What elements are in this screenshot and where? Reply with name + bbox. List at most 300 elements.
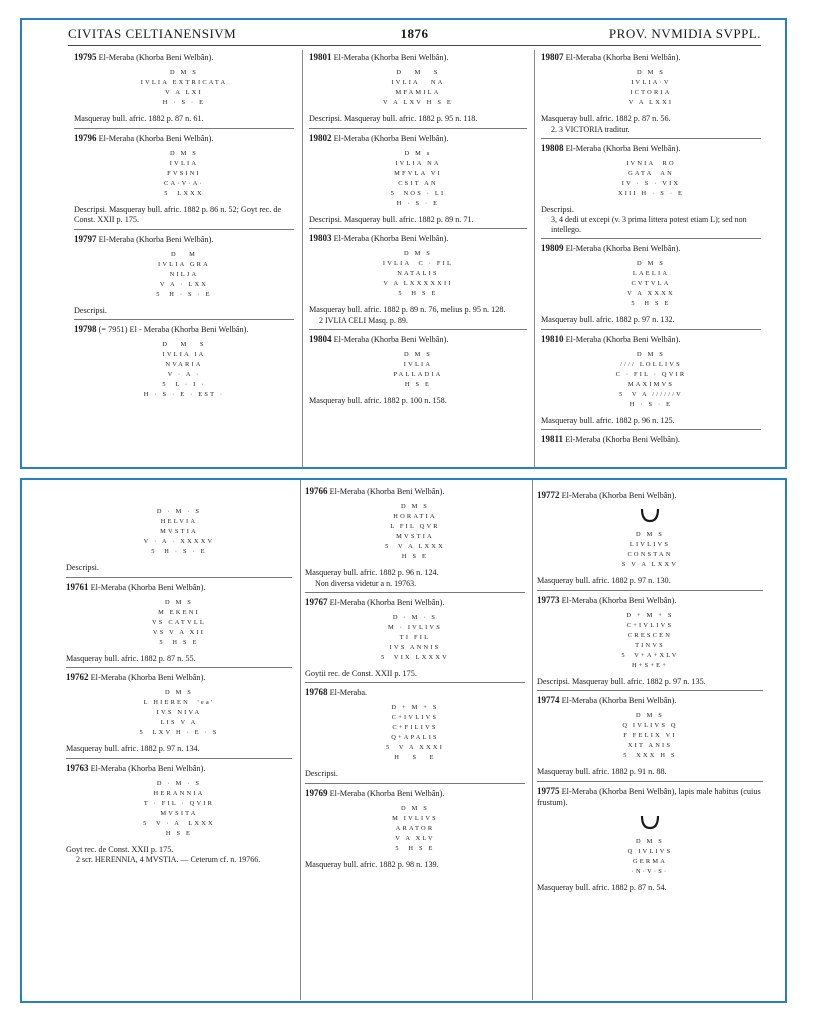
entry-number: 19775	[537, 785, 560, 796]
inscription-line: //// LOLLIVS	[620, 360, 682, 368]
inscription-line: 5 H S E	[395, 844, 435, 852]
entry-citation: Descripsi.	[74, 305, 107, 315]
inscription-line: D M S	[396, 69, 440, 76]
inscription-line: CSIT AN	[398, 179, 438, 187]
inscription-line: GATA AN	[628, 169, 674, 177]
entry-number: 19762	[66, 672, 89, 682]
inscription-line: L FIL QVR	[390, 523, 440, 530]
inscription-entry	[541, 434, 761, 445]
inscription-entry	[541, 243, 761, 326]
entry-heading	[541, 52, 761, 63]
entry-location: El-Meraba (Khorba Beni Welbân).	[333, 234, 449, 243]
entry-location: El-Meraba (Khorba Beni Welbân).	[561, 696, 677, 705]
inscription-line: 5 H S E	[398, 290, 438, 297]
entry-location: (= 7951) El - Meraba (Khorba Beni Welbân).	[98, 325, 249, 334]
entry-number: 19798	[74, 324, 97, 334]
entry-citation: Masqueray bull. afric. 1882 p. 96 n. 124.	[305, 568, 439, 577]
inscription-line: H+S+E+	[631, 661, 669, 669]
inscription-entry	[66, 763, 292, 866]
column-2	[305, 486, 525, 873]
entry-note: Non diversa videtur a n. 19763.	[315, 578, 417, 588]
inscription-line: D M S	[635, 712, 665, 719]
inscription-entry	[305, 597, 525, 680]
inscription-line: D M S	[403, 250, 433, 257]
inscription-line: Q IVLIVS Q	[622, 722, 678, 729]
entry-divider	[305, 783, 525, 784]
inscription-line: IVLIA NA	[395, 159, 441, 167]
top-page-scan	[20, 18, 787, 469]
inscription-line: 5 H · S · E	[151, 548, 207, 555]
entry-location: El-Meraba (Khorba Beni Welbân).	[333, 133, 449, 143]
inscription-line: 5 V · A LXXX	[143, 819, 215, 827]
inscription-text	[537, 837, 763, 877]
entry-heading	[541, 143, 761, 154]
inscription-entry	[74, 52, 294, 125]
entry-location: El-Meraba (Khorba Beni Welbân).	[561, 491, 677, 500]
inscription-line: V A · LXX	[159, 280, 209, 288]
entry-divider	[305, 682, 525, 683]
entry-number: 19811	[541, 434, 564, 444]
inscription-line: PALLADIA	[393, 370, 443, 378]
entry-number: 19766	[305, 486, 328, 496]
inscription-line: IVLIA EXTRICATA	[140, 79, 228, 86]
inscription-line: H · S · E	[629, 400, 673, 408]
entry-location: El-Meraba (Khorba Beni Welbân).	[565, 435, 680, 444]
entry-number: 19803	[309, 233, 332, 243]
entry-citation: Descripsi. Masqueray bull. afric. 1882 p. 89 n. 71.	[309, 214, 474, 224]
inscription-line: CRESCEN	[627, 631, 673, 639]
inscription-line: D M S	[164, 689, 194, 696]
inscription-line: H · S · E · EST ·	[143, 391, 225, 398]
entry-location: El-Meraba (Khorba Beni Welbân).	[333, 334, 449, 344]
entry-location: El-Meraba (Khorba Beni Welbân).	[329, 597, 445, 607]
inscription-line: 5 LXXX	[164, 189, 204, 197]
entry-citation: Masqueray bull. afric. 1882 p. 97 n. 130.	[537, 576, 671, 585]
inscription-line: D M s	[404, 149, 432, 157]
entry-location: El-Meraba (Khorba Beni Welbân).	[90, 582, 206, 592]
inscription-line: 5 H S E	[159, 638, 199, 646]
entry-citation: Masqueray bull. afric. 1882 p. 87 n. 54.	[537, 882, 667, 892]
entry-citation: Masqueray bull. afric. 1882 p. 89 n. 76, melius p. 95 n. 128.	[309, 305, 506, 314]
inscription-line: IV · S · VIX	[621, 179, 681, 187]
inscription-text	[305, 804, 525, 854]
entry-divider	[305, 592, 525, 593]
inscription-line: S V A LXXV	[621, 561, 679, 568]
inscription-line: IVLIA	[169, 159, 199, 167]
entry-location: El-Meraba.	[329, 688, 368, 697]
entry-number: 19773	[537, 594, 560, 605]
inscription-entry	[66, 582, 292, 665]
inscription-line: H S E	[165, 829, 193, 837]
inscription-line: ·N·V·S·	[631, 867, 669, 875]
entry-citation: Descripsi. Masqueray bull. afric. 1882 p. 97 n. 135.	[537, 676, 706, 686]
inscription-entry	[305, 788, 525, 871]
inscription-line: D M	[170, 250, 198, 258]
inscription-line: H · S · E	[396, 199, 440, 207]
entry-citation: Masqueray bull. afric. 1882 p. 91 n. 88.	[537, 767, 667, 776]
entry-citation: Masqueray bull. afric. 1882 p. 87 n. 61.	[74, 114, 204, 123]
inscription-text	[74, 250, 294, 300]
inscription-line: V A LXXI	[628, 99, 674, 106]
entry-heading	[541, 434, 761, 445]
inscription-line: T · FIL · QVIR	[143, 799, 215, 807]
inscription-text	[305, 703, 525, 763]
inscription-entry	[74, 234, 294, 317]
inscription-line: CVTVLA	[631, 280, 671, 287]
inscription-line: D M S	[636, 350, 666, 358]
inscription-line: IVS NIVA	[156, 709, 202, 716]
entry-citation: Masqueray bull. afric. 1882 p. 98 n. 139.	[305, 859, 439, 869]
entry-citation: Masqueray bull. afric. 1882 p. 100 n. 158.	[309, 395, 447, 405]
inscription-line: 5 H · S · E	[156, 290, 212, 298]
column-3	[537, 490, 763, 896]
entry-note: 3, 4 dedi ut excepi (v. 3 prima littera potest etiam L); sed non intellego.	[551, 215, 747, 234]
inscription-line: IVLIA	[403, 360, 433, 368]
inscription-line: V A XXXX	[627, 290, 675, 297]
inscription-line: IVLIA C · FIL	[382, 260, 454, 267]
inscription-line: H S E	[401, 553, 429, 560]
inscription-text	[309, 249, 527, 299]
inscription-line: Q IVLIVS	[627, 847, 673, 855]
inscription-text	[74, 149, 294, 199]
entry-number: 19809	[541, 243, 564, 253]
inscription-line: 5 H S E	[631, 300, 671, 307]
inscription-line: NVARIA	[165, 361, 203, 368]
entry-location: El-Meraba (Khorba Beni Welbân).	[90, 763, 206, 773]
inscription-line: LIVLIVS	[629, 541, 671, 548]
entry-location: El-Meraba (Khorba Beni Welbân).	[90, 673, 206, 682]
inscription-entry	[305, 486, 525, 589]
inscription-text	[541, 159, 761, 199]
inscription-entry	[537, 786, 763, 894]
entry-divider	[309, 128, 527, 129]
inscription-text	[66, 779, 292, 839]
entry-divider	[541, 429, 761, 430]
inscription-line: IVLIA IA	[162, 351, 206, 358]
inscription-text	[305, 502, 525, 562]
entry-number: 19801	[309, 52, 332, 62]
entry-location: El-Meraba (Khorba Beni Welbân).	[329, 487, 445, 496]
inscription-line: D + M + S	[391, 704, 439, 711]
inscription-line: D M S	[164, 598, 194, 606]
entry-heading	[66, 582, 292, 593]
inscription-line: TINVS	[635, 641, 665, 649]
inscription-line: C · FIL · QVIR	[615, 370, 687, 378]
entry-heading	[66, 672, 292, 683]
inscription-entry	[309, 52, 527, 125]
column-1	[74, 52, 294, 406]
entry-divider	[537, 590, 763, 591]
entry-heading	[305, 597, 525, 608]
inscription-line: IVNIA RO	[626, 159, 676, 167]
inscription-line: IVLIA·V	[631, 79, 671, 86]
entry-divider	[309, 228, 527, 229]
entry-divider	[74, 128, 294, 129]
inscription-line: MVSTIA	[396, 533, 434, 540]
entry-number: 19767	[305, 596, 328, 607]
entry-heading	[66, 763, 292, 774]
inscription-entry	[66, 672, 292, 755]
inscription-text	[309, 350, 527, 390]
inscription-line: VS V A XII	[152, 628, 206, 636]
entry-number: 19810	[541, 333, 564, 344]
entry-location: El-Meraba (Khorba Beni Welbân).	[333, 53, 449, 62]
running-header	[68, 23, 761, 46]
entry-heading	[537, 695, 763, 706]
entry-divider	[74, 229, 294, 230]
inscription-entry	[541, 143, 761, 236]
inscription-entry	[541, 52, 761, 135]
entry-heading	[537, 595, 763, 606]
inscription-entry	[309, 233, 527, 326]
header-right: PROV. NVMIDIA SVPPL.	[608, 26, 761, 41]
entry-citation: Goytii rec. de Const. XXII p. 175.	[305, 668, 417, 678]
inscription-line: 5 VIX LXXXV	[381, 653, 449, 661]
entry-heading	[537, 490, 763, 501]
inscription-line: CONSTAN	[627, 551, 673, 558]
inscription-text	[66, 598, 292, 648]
inscription-symbol	[537, 814, 763, 832]
entry-divider	[74, 319, 294, 320]
entry-citation: Descripsi. Masqueray bull. afric. 1882 p. 95 n. 118.	[309, 114, 478, 123]
inscription-line: D M S	[635, 837, 665, 845]
inscription-line: LAELIA	[632, 270, 670, 277]
entry-location: El-Meraba (Khorba Beni Welbân).	[565, 334, 681, 344]
inscription-text	[541, 259, 761, 309]
inscription-line: CA·V·A·	[164, 179, 204, 187]
inscription-line: D M S	[162, 341, 206, 348]
entry-heading	[541, 243, 761, 254]
entry-location: El-Meraba (Khorba Beni Welbân).	[565, 143, 681, 153]
inscription-line: NATALIS	[397, 270, 439, 277]
inscription-line: V · A ·	[167, 371, 201, 378]
inscription-line: D M S	[400, 804, 430, 812]
inscription-line: D M S	[169, 149, 199, 157]
inscription-line: V A LXXXXXII	[383, 280, 453, 287]
entry-number: 19769	[305, 787, 328, 798]
inscription-line: HERANNIA	[153, 789, 205, 797]
entry-divider	[541, 329, 761, 330]
entry-note: 2 scr. HERENNIA, 4 MVSTIA. — Ceterum cf. n. 19766.	[76, 855, 261, 864]
inscription-line: H · S · E	[162, 99, 206, 106]
entry-number: 19808	[541, 142, 564, 153]
column-2	[309, 52, 527, 409]
inscription-line: M IVLIVS	[392, 814, 438, 822]
entry-number: 19763	[66, 762, 89, 773]
inscription-crescent-icon	[639, 507, 661, 523]
inscription-line: IVLIA GRA	[158, 260, 210, 268]
entry-heading	[305, 486, 525, 497]
entry-heading	[305, 788, 525, 799]
inscription-entry	[305, 687, 525, 780]
inscription-entry	[537, 695, 763, 778]
entry-note: 2. 3 VICTORIA traditur.	[551, 124, 630, 134]
inscription-line: HELVIA	[160, 518, 198, 525]
entry-citation: Descripsi.	[66, 563, 99, 572]
inscription-line: C+IVLIVS	[626, 621, 674, 629]
entry-citation: Descripsi. Masqueray bull. afric. 1882 p. 86 n. 52; Goyt rec. de Const. XXII p. 175.	[74, 204, 282, 224]
inscription-text	[309, 149, 527, 209]
entry-divider	[537, 690, 763, 691]
entry-location: El-Meraba (Khorba Beni Welbân).	[98, 234, 214, 244]
inscription-text	[74, 68, 294, 108]
column-rule	[300, 480, 301, 1000]
inscription-line: NILJA	[169, 270, 199, 278]
inscription-line: D · M · S	[156, 508, 202, 515]
entry-divider	[66, 577, 292, 578]
entry-location: El-Meraba (Khorba Beni Welbân), lapis male habitus (cuius frustum).	[537, 786, 761, 807]
inscription-line: F FELIX VI	[623, 732, 677, 739]
inscription-line: D M S	[169, 69, 199, 76]
entry-divider	[66, 758, 292, 759]
inscription-text	[66, 507, 292, 557]
entry-heading	[74, 133, 294, 144]
inscription-line: ARATOR	[395, 824, 435, 832]
entry-citation: Descripsi.	[541, 204, 574, 214]
inscription-line: MVSTIA	[160, 528, 198, 535]
entry-heading	[74, 234, 294, 245]
entry-citation: Masqueray bull. afric. 1882 p. 87 n. 56.	[541, 114, 671, 123]
inscription-line: 5 V+A+XLV	[621, 651, 679, 659]
inscription-line: FVSINI	[167, 169, 201, 177]
inscription-line: HORATIA	[393, 513, 437, 520]
inscription-line: D M S	[400, 503, 430, 510]
inscription-line: V A LXI	[165, 89, 203, 96]
inscription-line: 5 NOS · LI	[390, 189, 446, 197]
inscription-entry	[309, 334, 527, 407]
column-3	[541, 52, 761, 448]
inscription-line: V A XLV	[395, 834, 435, 842]
entry-heading	[74, 324, 294, 335]
entry-number: 19802	[309, 132, 332, 143]
inscription-line: L HIEREN 'ea'	[143, 699, 215, 706]
bottom-page-scan	[20, 478, 787, 1003]
inscription-text	[66, 688, 292, 738]
entry-citation: Descripsi.	[305, 769, 338, 778]
entry-location: El-Meraba (Khorba Beni Welbân).	[98, 133, 214, 143]
entry-location: El-Meraba (Khorba Beni Welbân).	[565, 53, 681, 62]
inscription-text	[541, 350, 761, 410]
inscription-line: M EKENI	[158, 608, 200, 616]
entry-heading	[305, 687, 525, 698]
inscription-line: D + M + S	[626, 611, 674, 619]
entry-number: 19761	[66, 581, 89, 592]
inscription-entry	[74, 324, 294, 400]
inscription-line: D M S	[636, 260, 666, 267]
inscription-line: D M S	[636, 69, 666, 76]
inscription-line: V A LXV H S E	[382, 99, 454, 106]
inscription-line: Q+APALIS	[391, 734, 439, 741]
inscription-line: ICTORIA	[630, 89, 672, 96]
inscription-line: 5 L · I ·	[162, 381, 206, 388]
inscription-text	[537, 530, 763, 570]
inscription-line: XIT ANIS	[627, 742, 673, 749]
inscription-symbol	[537, 507, 763, 525]
inscription-line: IVS ANNIS	[389, 643, 441, 651]
entry-heading	[537, 786, 763, 808]
entry-number: 19772	[537, 490, 560, 500]
inscription-line: 5 V A LXXX	[385, 543, 445, 550]
inscription-line: TI FIL	[399, 633, 431, 641]
column-rule	[532, 480, 533, 1000]
inscription-line: V · A · XXXXV	[143, 538, 215, 545]
entry-citation: Masqueray bull. afric. 1882 p. 96 n. 125.	[541, 415, 675, 425]
inscription-text	[309, 68, 527, 108]
column-rule	[534, 50, 535, 469]
inscription-line: D · M · S	[156, 779, 202, 787]
entry-divider	[541, 238, 761, 239]
inscription-line: C+FILIVS	[392, 724, 438, 731]
column-rule	[302, 50, 303, 469]
inscription-text	[305, 613, 525, 663]
entry-number: 19768	[305, 687, 328, 697]
inscription-line: IVLIA NA	[391, 79, 445, 86]
inscription-text	[541, 68, 761, 108]
entry-heading	[309, 334, 527, 345]
inscription-line: MFVLA VI	[394, 169, 442, 177]
inscription-line: D M S	[635, 531, 665, 538]
inscription-line: XIII H · S · E	[617, 189, 685, 197]
entry-citation: Goyt rec. de Const. XXII p. 175.	[66, 844, 174, 854]
inscription-line: MVSITA	[160, 809, 198, 817]
column-1	[66, 502, 292, 868]
inscription-entry	[74, 133, 294, 226]
entry-number: 19795	[74, 52, 97, 62]
entry-heading	[541, 334, 761, 345]
inscription-line: H S E	[404, 380, 432, 388]
entry-citation: Masqueray bull. afric. 1882 p. 97 n. 132.	[541, 315, 675, 324]
inscription-line: GERMA	[632, 857, 668, 865]
entry-citation: Masqueray bull. afric. 1882 p. 87 n. 55.	[66, 653, 196, 663]
entry-citation: Masqueray bull. afric. 1882 p. 97 n. 134.	[66, 744, 200, 753]
inscription-line: D M S	[403, 350, 433, 358]
entry-location: El-Meraba (Khorba Beni Welbân).	[329, 788, 445, 798]
inscription-crescent-icon	[639, 814, 661, 830]
entry-location: El-Meraba (Khorba Beni Welbân).	[561, 595, 677, 605]
inscription-line: 5 XXX H S	[623, 752, 677, 759]
inscription-line: MFAMILA	[395, 89, 441, 96]
inscription-line: 5 LXV H · E · S	[139, 729, 219, 736]
entry-number: 19807	[541, 52, 564, 62]
entry-note: 2 IVLIA CELI Masq. p. 89.	[319, 315, 408, 325]
inscription-line: 5 V A //////V	[619, 390, 683, 398]
entry-location: El-Meraba (Khorba Beni Welbân).	[565, 244, 681, 253]
entry-divider	[537, 781, 763, 782]
inscription-entry	[66, 507, 292, 574]
inscription-line: C+IVLIVS	[391, 714, 439, 721]
inscription-text	[537, 711, 763, 761]
inscription-entry	[541, 334, 761, 427]
header-left: CIVITAS CELTIANENSIVM	[68, 26, 237, 41]
inscription-text	[537, 611, 763, 671]
inscription-line: H S E	[394, 754, 436, 761]
inscription-line: MAXIMVS	[627, 380, 675, 388]
inscription-text	[74, 340, 294, 400]
inscription-line: VS CATVLL	[151, 618, 207, 626]
inscription-line: LIS V A	[160, 719, 198, 726]
entry-number: 19774	[537, 695, 560, 705]
entry-number: 19804	[309, 333, 332, 344]
entry-divider	[309, 329, 527, 330]
entry-heading	[309, 133, 527, 144]
inscription-entry	[537, 490, 763, 587]
entry-divider	[66, 667, 292, 668]
entry-number: 19797	[74, 233, 97, 244]
inscription-line: M · IVLIVS	[388, 623, 442, 631]
entry-heading	[309, 52, 527, 63]
inscription-line: D · M · S	[392, 613, 438, 621]
header-page-number: 1876	[400, 26, 429, 41]
